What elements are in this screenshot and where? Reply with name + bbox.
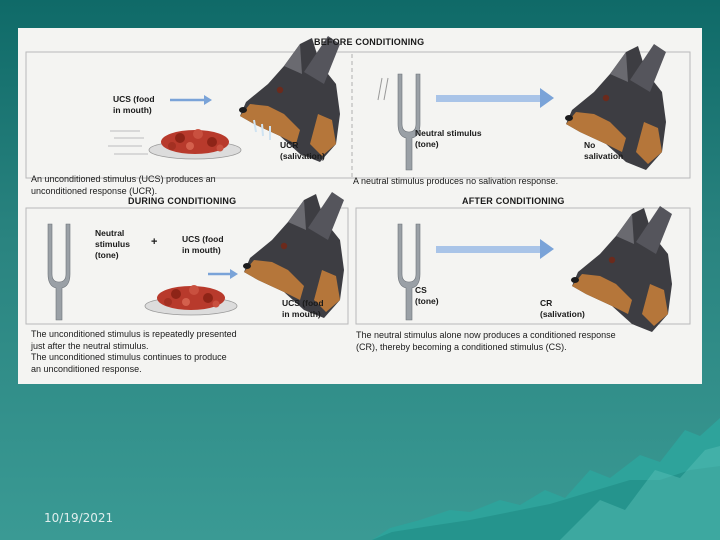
plus-sign: + xyxy=(151,236,158,248)
food-bowl-before xyxy=(149,129,241,159)
tuning-fork-during xyxy=(48,224,70,320)
label-cr-salivation: CR (salivation) xyxy=(540,298,585,319)
arrow-before-left xyxy=(170,95,212,105)
caption-before-left: An unconditioned stimulus (UCS) produces an unconditioned response (UCR). xyxy=(31,174,216,196)
label-ucr-before: UCR (salivation) xyxy=(280,140,325,161)
speed-lines xyxy=(108,131,148,154)
dog-after xyxy=(571,206,672,332)
caption-during: The unconditioned stimulus is repeatedly presented just after the neutral stimulus. The unconditioned stimulus continues to produce an unconditioned response. xyxy=(31,329,237,374)
title-during-conditioning: DURING CONDITIONING xyxy=(128,196,237,206)
slide-date: 10/19/2021 xyxy=(44,511,114,525)
label-neutral-stimulus-during: Neutral stimulus (tone) xyxy=(95,228,130,260)
title-after-conditioning: AFTER CONDITIONING xyxy=(462,196,565,206)
label-no-salivation: No salivation xyxy=(584,140,624,161)
title-before-conditioning: BEFORE CONDITIONING xyxy=(314,37,425,47)
label-cs-tone: CS (tone) xyxy=(415,285,439,306)
arrow-after xyxy=(436,239,554,259)
classical-conditioning-figure xyxy=(18,28,702,384)
caption-before-right: A neutral stimulus produces no salivation response. xyxy=(353,176,559,186)
label-ucs-during: UCS (food in mouth) xyxy=(182,234,224,255)
caption-after: The neutral stimulus alone now produces a conditioned response (CR), thereby becoming a conditioned stimulus (CS). xyxy=(356,330,616,352)
vibration-lines xyxy=(378,78,388,100)
arrow-before-right xyxy=(436,88,554,108)
label-ucs-before: UCS (food in mouth) xyxy=(113,94,155,115)
tuning-fork-before xyxy=(398,74,420,170)
label-ucs-during-2: UCS (food in mouth) xyxy=(282,298,324,319)
label-neutral-stimulus-before: Neutral stimulus (tone) xyxy=(415,128,482,149)
food-bowl-during xyxy=(145,285,237,315)
arrow-during xyxy=(208,269,238,279)
